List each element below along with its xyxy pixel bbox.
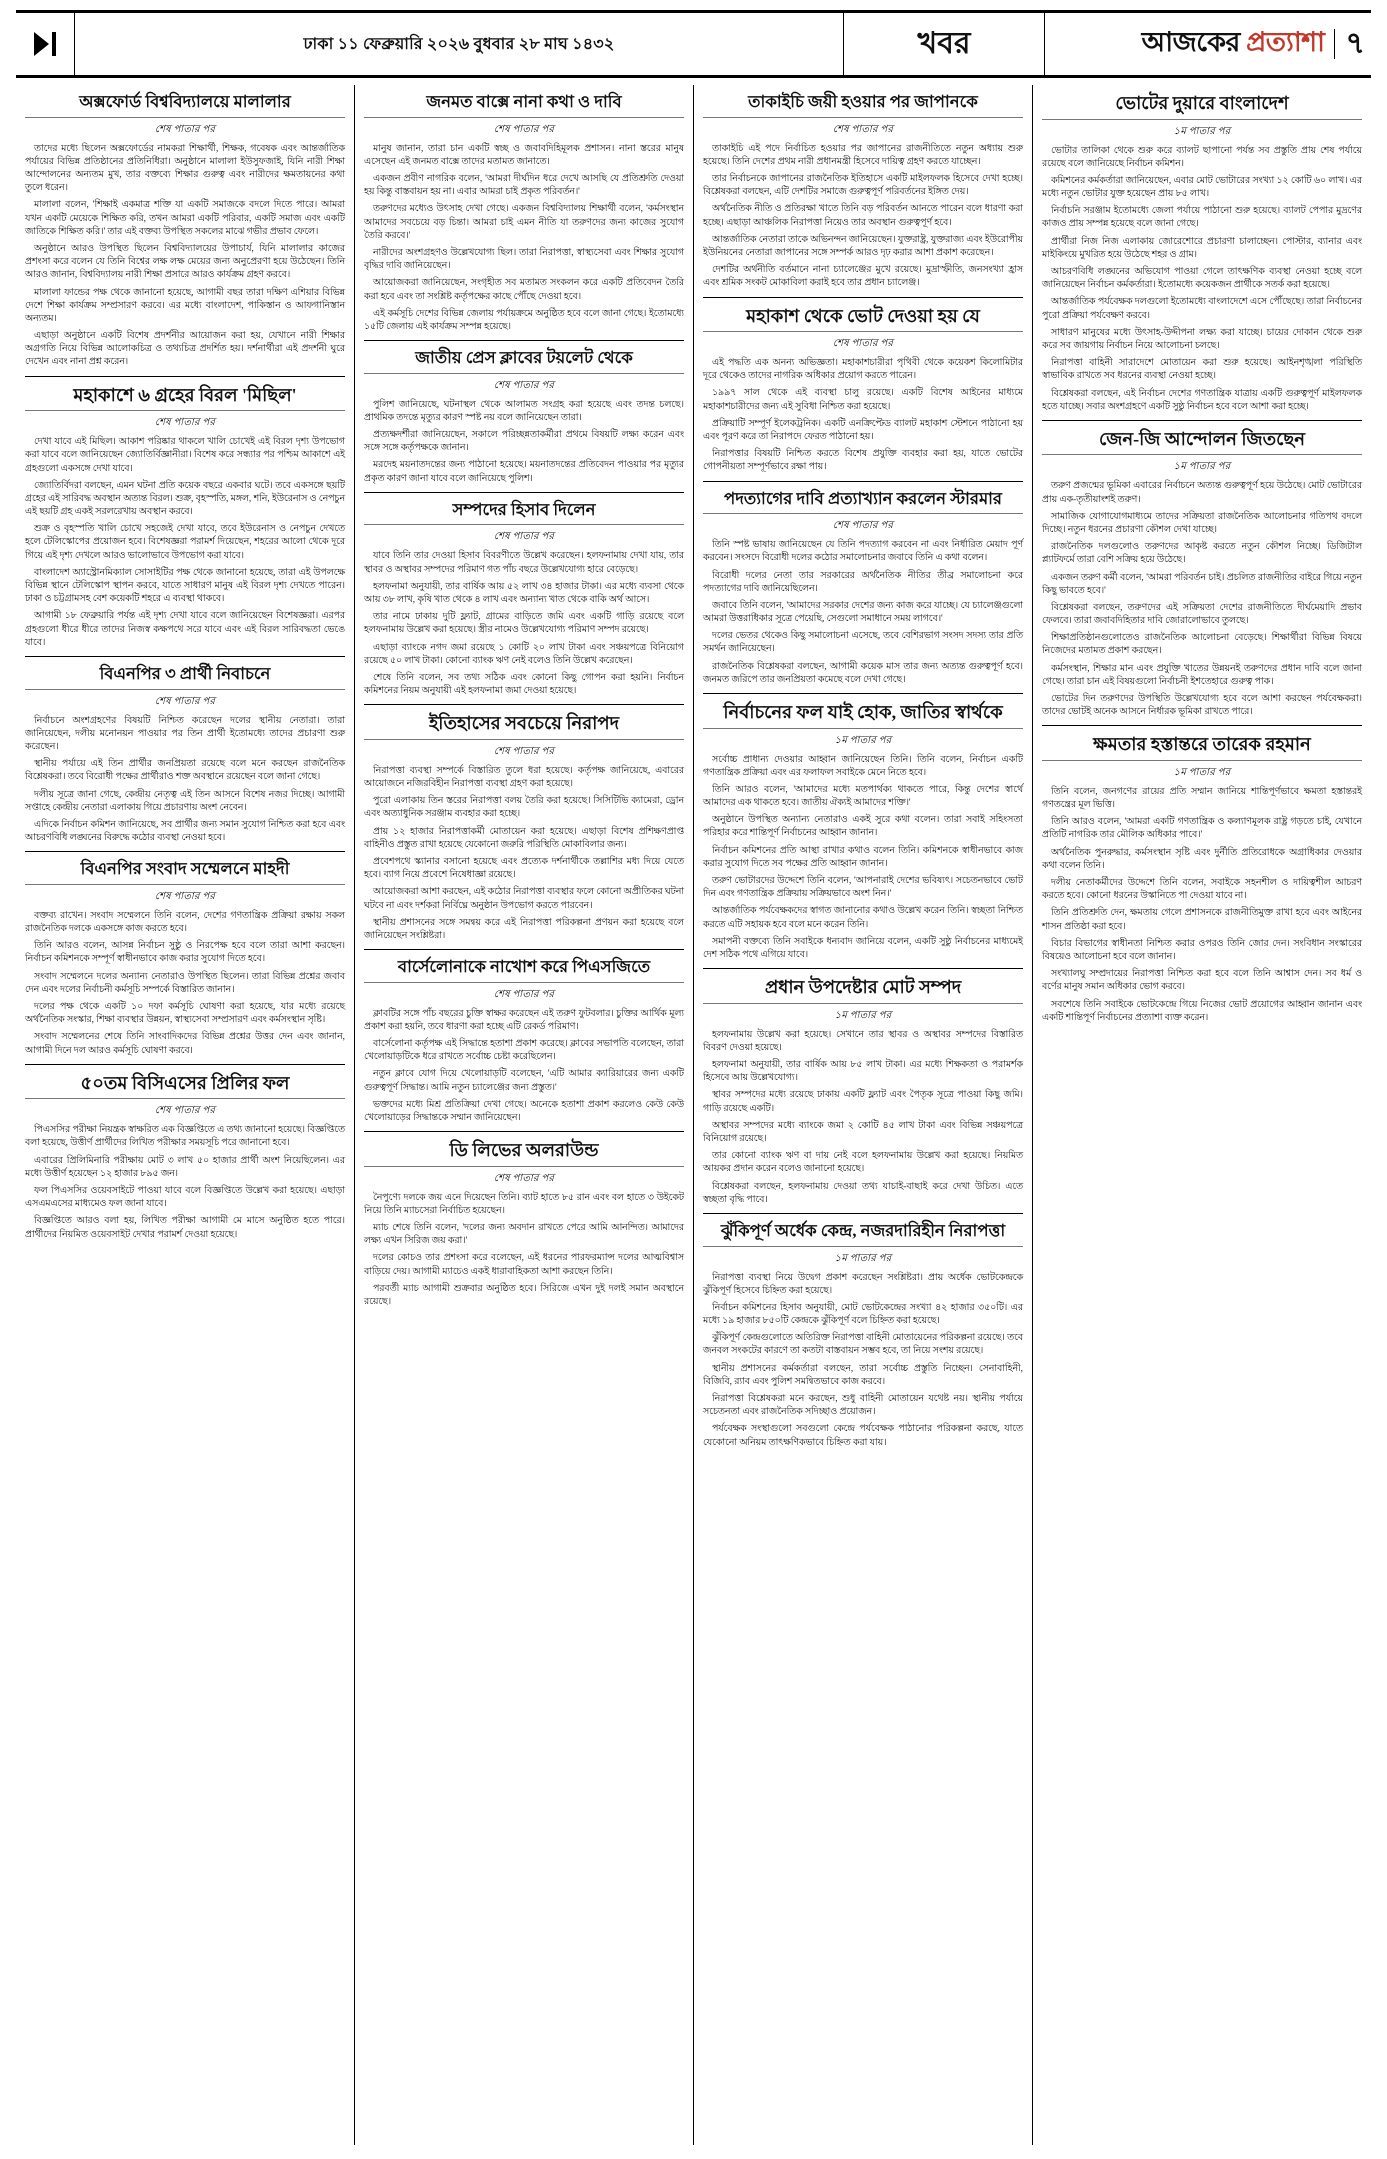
divider bbox=[364, 982, 684, 983]
paragraph: দেখা যাবে এই মিছিল। আকাশ পরিষ্কার থাকলে খালি চোখেই এই বিরল দৃশ্য উপভোগ করা যাবে বলে জানিয়েছেন জ্যোতির্বিজ্ঞানীরা। বিশেষ করে সন্ধ্যার পর পশ্চিম আকাশে এই গ্রহগুলো একসঙ্গে দেখা যাবে। bbox=[25, 437, 345, 474]
paragraph: ভোটার তালিকা থেকে শুরু করে ব্যালট ছাপানো পর্যন্ত সব প্রস্তুতি প্রায় শেষ পর্যায়ে রয়েছে বলে জানিয়েছে নির্বাচন কমিশন। bbox=[1042, 145, 1362, 169]
article bbox=[703, 973, 1023, 1207]
divider bbox=[703, 1003, 1023, 1004]
article bbox=[25, 856, 345, 1058]
paragraph: ১৯৯৭ সাল থেকে এই ব্যবস্থা চালু রয়েছে। একটি বিশেষ আইনের মাধ্যমে মহাকাশচারীদের জন্য এই সুবিধা নিশ্চিত করা হয়েছে। bbox=[703, 388, 1023, 412]
article bbox=[25, 1069, 345, 1242]
paragraph: নিরাপত্তা বিশ্লেষকরা মনে করছেন, শুধু বাহিনী মোতায়েন যথেষ্ট নয়। স্থানীয় পর্যায়ে সচেতনতা এবং রাজনৈতিক সদিচ্ছাও প্রয়োজন। bbox=[703, 1394, 1023, 1418]
paragraph: তিনি আরও বলেন, আসন্ন নির্বাচন সুষ্ঠু ও নিরপেক্ষ হবে বলে তারা আশা করছেন। নির্বাচন কমিশনকে সম্পূর্ণ স্বাধীনভাবে কাজ করার সুযোগ দিতে হবে। bbox=[25, 941, 345, 965]
divider bbox=[25, 851, 345, 852]
section-title-box bbox=[843, 13, 1045, 75]
article-body bbox=[1042, 480, 1362, 719]
paragraph: শিক্ষাপ্রতিষ্ঠানগুলোতেও রাজনৈতিক আলোচনা বেড়েছে। শিক্ষার্থীরা বিভিন্ন বিষয়ে নিজেদের মতামত প্রকাশ করছেন। bbox=[1042, 633, 1362, 657]
article-headline: জেন-জি আন্দোলন জিতছেন bbox=[1098, 428, 1306, 449]
column-2 bbox=[354, 85, 693, 2145]
article-body bbox=[703, 1029, 1023, 1207]
paragraph: নিরাপত্তার বিষয়টি নিশ্চিত করতে বিশেষ প্রযুক্তি ব্যবহার করা হয়, যাতে ভোটের গোপনীয়তা সম্পূর্ণভাবে রক্ষা পায়। bbox=[703, 449, 1023, 473]
paragraph: সংখ্যালঘু সম্প্রদায়ের নিরাপত্তা নিশ্চিত করা হবে বলে তিনি আশ্বাস দেন। সব ধর্ম ও বর্ণের মানুষ সমান অধিকার ভোগ করবে। bbox=[1042, 969, 1362, 993]
divider bbox=[703, 481, 1023, 482]
paragraph: দেশটির অর্থনীতি বর্তমানে নানা চ্যালেঞ্জের মুখে রয়েছে। মুদ্রাস্ফীতি, জনসংখ্যা হ্রাস এবং শ্রমিক সংকট মোকাবিলা করাই হবে তার প্রধান চ্যালেঞ্জ। bbox=[703, 265, 1023, 289]
article-body bbox=[364, 399, 684, 486]
article-jump-note: শেষ পাতার পর bbox=[832, 338, 894, 349]
article bbox=[703, 1218, 1023, 1450]
article-jump-note: শেষ পাতার পর bbox=[832, 520, 894, 532]
article-body bbox=[25, 910, 345, 1058]
divider bbox=[703, 331, 1023, 332]
article-jump-note: শেষ পাতার পর bbox=[832, 123, 894, 135]
paragraph: অর্থনৈতিক পুনরুদ্ধার, কর্মসংস্থান সৃষ্টি এবং দুর্নীতি প্রতিরোধকে অগ্রাধিকার দেওয়ার কথা বলেন তিনি। bbox=[1042, 847, 1362, 871]
article-jump-note: শেষ পাতার পর bbox=[154, 1105, 216, 1117]
divider bbox=[703, 1246, 1023, 1247]
article-body bbox=[1042, 786, 1362, 1025]
paragraph: তিনি আরও বলেন, 'আমাদের মধ্যে মতপার্থক্য থাকতে পারে, কিন্তু দেশের স্বার্থে আমাদের এক থাকতে হবে। জাতীয় ঐক্যই আমাদের শক্তি।' bbox=[703, 784, 1023, 809]
article bbox=[364, 1136, 684, 1309]
section-title: খবর bbox=[917, 26, 971, 60]
paragraph: বাংলাদেশ অ্যাস্ট্রোনমিক্যাল সোসাইটির পক্ষ থেকে জানানো হয়েছে, তারা এই উপলক্ষে বিভিন্ন স্থানে টেলিস্কোপ স্থাপন করবে, যাতে সাধারণ মানুষ এই বিরল দৃশ্য দেখতে পারেন। ঢাকা ও চট্টগ্রামসহ বেশ কয়েকটি শহরে এ ব্যবস্থা থাকবে। bbox=[25, 567, 345, 605]
article-jump-note: শেষ পাতার পর bbox=[493, 1172, 555, 1184]
article-headline: তাকাইচি জয়ী হওয়ার পর জাপানকে bbox=[748, 92, 978, 111]
column-3 bbox=[693, 85, 1032, 2145]
article-headline: ক্ষমতার হস্তান্তরে তারেক রহমান bbox=[1093, 734, 1311, 755]
brand-name-part2: প্রত্যাশা bbox=[1246, 26, 1325, 57]
paragraph: নিরাপত্তা ব্যবস্থা নিয়ে উদ্বেগ প্রকাশ করেছেন সংশ্লিষ্টরা। প্রায় অর্ধেক ভোটকেন্দ্রকে ঝুঁকিপূর্ণ হিসেবে চিহ্নিত করা হয়েছে। bbox=[703, 1272, 1023, 1296]
article-headline: বিএনপির সংবাদ সম্মেলনে মাহদী bbox=[80, 859, 290, 879]
paragraph: তার নির্বাচনকে জাপানের রাজনৈতিক ইতিহাসে একটি মাইলফলক হিসেবে দেখা হচ্ছে। বিশ্লেষকরা বলছেন, এটি দেশটির সমাজে গুরুত্বপূর্ণ পরিবর্তনের ইঙ্গিত দেয়। bbox=[703, 174, 1023, 198]
masthead-date: ঢাকা ১১ ফেব্রুয়ারি ২০২৬ বুধবার ২৮ মাঘ ১৪৩২ bbox=[303, 35, 615, 53]
divider bbox=[703, 693, 1023, 694]
paragraph: বিরোধী দলের নেতা তার সরকারের অর্থনৈতিক নীতির তীব্র সমালোচনা করে পদত্যাগের দাবি জানিয়েছিলেন। bbox=[703, 570, 1023, 594]
article bbox=[364, 89, 684, 334]
paragraph: পুলিশ জানিয়েছে, ঘটনাস্থল থেকে আলামত সংগ্রহ করা হয়েছে এবং তদন্ত চলছে। প্রাথমিক তদন্তে মৃত্যুর কারণ স্পষ্ট নয় বলে জানিয়েছেন তারা। bbox=[364, 399, 684, 423]
article-headline: প্রধান উপদেষ্টার মোট সম্পদ bbox=[764, 977, 962, 998]
paragraph: আচরণবিধি লঙ্ঘনের অভিযোগ পাওয়া গেলে তাৎক্ষণিক ব্যবস্থা নেওয়া হচ্ছে বলে জানিয়েছেন নির্বাচন কর্মকর্তারা। ইতোমধ্যে কয়েকজন প্রার্থীকে সতর্ক করা হয়েছে। bbox=[1042, 267, 1362, 291]
paragraph: তরুণদের মধ্যেও উৎসাহ দেখা গেছে। একজন বিশ্ববিদ্যালয় শিক্ষার্থী বলেন, 'কর্মসংস্থান আমাদের সবচেয়ে বড় চিন্তা। আমরা চাই এমন নীতি যা তরুণদের জন্য কাজের সুযোগ তৈরি করবে।' bbox=[364, 204, 684, 241]
paragraph: একজন প্রবীণ নাগরিক বলেন, 'আমরা দীর্ঘদিন ধরে দেখে আসছি যে প্রতিশ্রুতি দেওয়া হয় কিন্তু বাস্তবায়ন হয় না। এবার আমরা চাই প্রকৃত পরিবর্তন।' bbox=[364, 174, 684, 198]
article-headline: ভোটের দুয়ারে বাংলাদেশ bbox=[1115, 93, 1289, 113]
paragraph: অস্থাবর সম্পদের মধ্যে ব্যাংকে জমা ২ কোটি ৪৫ লাখ টাকা এবং বিভিন্ন সঞ্চয়পত্রে বিনিয়োগ রয়েছে। bbox=[703, 1120, 1023, 1144]
paragraph: বিশ্লেষকরা বলছেন, তরুণদের এই সক্রিয়তা দেশের রাজনীতিতে দীর্ঘমেয়াদি প্রভাব ফেলবে। তারা জবাবদিহিতার দাবি জোরালোভাবে তুলছে। bbox=[1042, 602, 1362, 627]
article-body bbox=[25, 715, 345, 846]
divider bbox=[364, 524, 684, 525]
paragraph: জ্যোতির্বিদরা বলছেন, এমন ঘটনা প্রতি কয়েক বছরে একবার ঘটে। তবে একসঙ্গে ছয়টি গ্রহের এই সারিবদ্ধ অবস্থান অত্যন্ত বিরল। শুক্র, বৃহস্পতি, মঙ্গল, শনি, ইউরেনাস ও নেপচুন এই ছয়টি গ্রহ একই সরলরেখায় অবস্থান করবে। bbox=[25, 480, 345, 518]
article-headline: অক্সফোর্ড বিশ্ববিদ্যালয়ে মালালার bbox=[79, 92, 291, 111]
paragraph: সামাজিক যোগাযোগমাধ্যমে তাদের সক্রিয়তা রাজনৈতিক আলোচনার গতিপথ বদলে দিচ্ছে। নতুন ধরনের প্রচারণা কৌশল দেখা যাচ্ছে। bbox=[1042, 511, 1362, 535]
divider bbox=[364, 492, 684, 493]
paragraph: সর্বোচ্চ প্রাধান্য দেওয়ার আহ্বান জানিয়েছেন তিনি। তিনি বলেন, নির্বাচন একটি গণতান্ত্রিক প্রক্রিয়া এবং এর ফলাফল সবাইকে মেনে নিতে হবে। bbox=[703, 754, 1023, 778]
article-headline: ডি লিভের অলরাউন্ড bbox=[449, 1140, 599, 1161]
paragraph: কমিশনের কর্মকর্তারা জানিয়েছেন, এবার মোট ভোটারের সংখ্যা ১২ কোটি ৬০ লাখ। এর মধ্যে নতুন ভোটার যুক্ত হয়েছেন প্রায় ৮৫ লাখ। bbox=[1042, 175, 1362, 200]
paragraph: আয়োজকরা আশা করছেন, এই কঠোর নিরাপত্তা ব্যবস্থার ফলে কোনো অপ্রীতিকর ঘটনা ঘটবে না এবং দর্শকরা নির্বিঘ্নে অনুষ্ঠান উপভোগ করতে পারবেন। bbox=[364, 887, 684, 911]
paragraph: তিনি স্পষ্ট ভাষায় জানিয়েছেন যে তিনি পদত্যাগ করবেন না এবং নির্ধারিত মেয়াদ পূর্ণ করবেন। সংসদে বিরোধী দলের কঠোর সমালোচনার জবাবে তিনি এ কথা বলেন। bbox=[703, 540, 1023, 564]
paragraph: নির্বাচন কমিশনের হিসাব অনুযায়ী, মোট ভোটকেন্দ্রের সংখ্যা ৪২ হাজার ৩৫০টি। এর মধ্যে ১৯ হাজার ৮৫০টি কেন্দ্রকে ঝুঁকিপূর্ণ বলে চিহ্নিত করা হয়েছে। bbox=[703, 1302, 1023, 1327]
paragraph: তিনি প্রতিশ্রুতি দেন, ক্ষমতায় গেলে প্রশাসনকে রাজনীতিমুক্ত রাখা হবে এবং আইনের শাসন প্রতিষ্ঠা করা হবে। bbox=[1042, 908, 1362, 932]
divider bbox=[364, 117, 684, 118]
paragraph: প্রক্রিয়াটি সম্পূর্ণ ইলেকট্রনিক। একটি এনক্রিপ্টেড ব্যালট মহাকাশ স্টেশনে পাঠানো হয় এবং পূরণ করে তা নিরাপদে ফেরত পাঠানো হয়। bbox=[703, 418, 1023, 442]
article bbox=[1042, 425, 1362, 720]
paragraph: আয়োজকরা জানিয়েছেন, সংগৃহীত সব মতামত সংকলন করে একটি প্রতিবেদন তৈরি করা হবে এবং তা সংশ্লিষ্ট কর্তৃপক্ষের কাছে পৌঁছে দেওয়া হবে। bbox=[364, 278, 684, 302]
masthead-brand-area bbox=[1045, 13, 1371, 75]
article-body bbox=[703, 357, 1023, 475]
article-jump-note: ১ম পাতার পর bbox=[1173, 125, 1231, 137]
divider bbox=[25, 689, 345, 690]
divider bbox=[25, 117, 345, 118]
article-body bbox=[364, 550, 684, 698]
paragraph: হলফনামা অনুযায়ী, তার বার্ষিক আয় ৮৫ লাখ টাকা। এর মধ্যে শিক্ষকতা ও পরামর্শক হিসেবে আয় উল্লেখযোগ্য। bbox=[703, 1060, 1023, 1084]
column-1 bbox=[16, 85, 354, 2145]
paragraph: শুক্র ও বৃহস্পতি খালি চোখে সহজেই দেখা যাবে, তবে ইউরেনাস ও নেপচুন দেখতে হলে টেলিস্কোপের প্রয়োজন হবে। বিশেষজ্ঞরা পরামর্শ দিয়েছেন, শহরের আলো থেকে দূরে গিয়ে এই দৃশ্য দেখলে আরও ভালোভাবে উপভোগ করা যাবে। bbox=[25, 524, 345, 561]
divider bbox=[703, 728, 1023, 729]
article-headline: নির্বাচনের ফল যাই হোক, জাতির স্বার্থকে bbox=[723, 702, 1003, 722]
paragraph: রাজনৈতিক দলগুলোও তরুণদের আকৃষ্ট করতে নতুন কৌশল নিচ্ছে। ডিজিটাল প্ল্যাটফর্মে তারা বেশি সক্রিয় হয়ে উঠেছে। bbox=[1042, 542, 1362, 566]
paragraph: সাধারণ মানুষের মধ্যে উৎসাহ-উদ্দীপনা লক্ষ্য করা যাচ্ছে। চায়ের দোকান থেকে শুরু করে সব জায়গায় নির্বাচন নিয়ে আলোচনা চলছে। bbox=[1042, 327, 1362, 351]
paragraph: তার নামে ঢাকায় দুটি ফ্ল্যাট, গ্রামের বাড়িতে জমি এবং একটি গাড়ি রয়েছে বলে হলফনামায় উল্লেখ করা হয়েছে। স্ত্রীর নামেও উল্লেখযোগ্য পরিমাণ সম্পদ রয়েছে। bbox=[364, 612, 684, 636]
article bbox=[364, 345, 684, 486]
article bbox=[703, 89, 1023, 291]
article-columns bbox=[16, 85, 1371, 2145]
divider bbox=[25, 1064, 345, 1065]
paragraph: মালালা বলেন, 'শিক্ষাই একমাত্র শক্তি যা একটি সমাজকে বদলে দিতে পারে। আমরা যখন একটি মেয়েকে শিক্ষিত করি, তখন আমরা একটি পরিবার, একটি সমাজ এবং একটি জাতিকে শিক্ষিত করি।' তার এই বক্তব্য উপস্থিত সকলের মাঝে গভীর প্রভাব ফেলে। bbox=[25, 200, 345, 237]
paragraph: শেষে তিনি বলেন, সব তথ্য সঠিক এবং কোনো কিছু গোপন করা হয়নি। নির্বাচন কমিশনের নিয়ম অনুযায়ী এই হলফনামা জমা দেওয়া হয়েছে। bbox=[364, 672, 684, 697]
article-headline: ঝুঁকিপূর্ণ অর্ধেক কেন্দ্র, নজরদারিহীন নিরাপত্তা bbox=[720, 1220, 1006, 1240]
divider bbox=[1042, 760, 1362, 761]
page-number: ৭ bbox=[1334, 29, 1365, 59]
article bbox=[25, 661, 345, 845]
paragraph: একজন তরুণ কর্মী বলেন, 'আমরা পরিবর্তন চাই। প্রচলিত রাজনীতির বাইরে গিয়ে নতুন কিছু ভাবতে হবে।' bbox=[1042, 572, 1362, 596]
divider bbox=[703, 297, 1023, 298]
paragraph: পিএসসির পরীক্ষা নিয়ন্ত্রক স্বাক্ষরিত এক বিজ্ঞপ্তিতে এ তথ্য জানানো হয়েছে। বিজ্ঞপ্তিতে বলা হয়েছে, উত্তীর্ণ প্রার্থীদের লিখিত পরীক্ষার সময়সূচি পরে জানানো হবে। bbox=[25, 1125, 345, 1149]
article bbox=[703, 698, 1023, 962]
article-headline: ইতিহাসের সবচেয়ে নিরাপদ bbox=[428, 713, 620, 734]
article-headline: মহাকাশে ৬ গ্রহের বিরল 'মিছিল' bbox=[73, 384, 297, 405]
brand-name-part1: আজকের bbox=[1141, 26, 1240, 57]
divider bbox=[1042, 119, 1362, 120]
column-4 bbox=[1032, 85, 1371, 2145]
paragraph: প্রায় ১২ হাজার নিরাপত্তাকর্মী মোতায়েন করা হয়েছে। এছাড়া বিশেষ প্রশিক্ষণপ্রাপ্ত বাহিনীও প্রস্তুত রাখা হয়েছে যেকোনো জরুরি পরিস্থিতি মোকাবিলার জন্য। bbox=[364, 826, 684, 850]
divider bbox=[703, 1213, 1023, 1214]
article bbox=[703, 486, 1023, 688]
paragraph: বিশ্লেষকরা বলছেন, হলফনামায় দেওয়া তথ্য যাচাই-বাছাই করে দেখা উচিত। এতে স্বচ্ছতা বৃদ্ধি পাবে। bbox=[703, 1181, 1023, 1205]
paragraph: যাবে তিনি তার দেওয়া হিসাব বিবরণীতে উল্লেখ করেছেন। হলফনামায় দেখা যায়, তার স্থাবর ও অস্থাবর সম্পদের পরিমাণ গত পাঁচ বছরে উল্লেখযোগ্য হারে বেড়েছে। bbox=[364, 551, 684, 575]
article-jump-note: ১ম পাতার পর bbox=[834, 1252, 892, 1264]
paragraph: মালালা ফান্ডের পক্ষ থেকে জানানো হয়েছে, আগামী বছর তারা দক্ষিণ এশিয়ার বিভিন্ন দেশে শিক্ষা কার্যক্রম সম্প্রসারণ করবে। এর মধ্যে বাংলাদেশ, পাকিস্তান ও আফগানিস্তান অন্যতম। bbox=[25, 287, 345, 324]
article-body bbox=[364, 143, 684, 334]
article-jump-note: শেষ পাতার পর bbox=[493, 531, 555, 543]
masthead-logo-mark bbox=[16, 13, 75, 75]
paragraph: প্রার্থীরা নিজ নিজ এলাকায় জোরেশোরে প্রচারণা চালাচ্ছেন। পোস্টার, ব্যানার এবং মাইকিংয়ে মুখরিত হয়ে উঠেছে শহর ও গ্রাম। bbox=[1042, 236, 1362, 260]
article bbox=[364, 954, 684, 1125]
article-headline: জাতীয় প্রেস ক্লাবের টয়লেট থেকে bbox=[415, 348, 633, 368]
paragraph: ঝুঁকিপূর্ণ কেন্দ্রগুলোতে অতিরিক্ত নিরাপত্তা বাহিনী মোতায়েনের পরিকল্পনা রয়েছে। তবে জনবল সংকটের কারণে তা কতটা বাস্তবায়ন সম্ভব হবে, তা নিয়ে সংশয় রয়েছে। bbox=[703, 1333, 1023, 1357]
divider bbox=[364, 1166, 684, 1167]
paragraph: কর্মসংস্থান, শিক্ষার মান এবং প্রযুক্তি খাতের উন্নয়নই তরুণদের প্রধান দাবি বলে জানা গেছে। তারা চান এই বিষয়গুলো নির্বাচনী ইশতেহারে গুরুত্ব পাক। bbox=[1042, 663, 1362, 687]
divider bbox=[364, 949, 684, 950]
article bbox=[25, 381, 345, 650]
paragraph: বিজ্ঞপ্তিতে আরও বলা হয়, লিখিত পরীক্ষা আগামী মে মাসে অনুষ্ঠিত হতে পারে। প্রার্থীদের নিয়মিত ওয়েবসাইট দেখার পরামর্শ দেওয়া হয়েছে। bbox=[25, 1216, 345, 1240]
paragraph: মরদেহ ময়নাতদন্তের জন্য পাঠানো হয়েছে। ময়নাতদন্তের প্রতিবেদন পাওয়ার পর মৃত্যুর প্রকৃত কারণ জানা যাবে বলে জানিয়েছে পুলিশ। bbox=[364, 460, 684, 484]
article-body bbox=[703, 539, 1023, 687]
article-jump-note: ১ম পাতার পর bbox=[1173, 766, 1231, 778]
paragraph: এই পদ্ধতি এক অনন্য অভিজ্ঞতা। মহাকাশচারীরা পৃথিবী থেকে কয়েকশ কিলোমিটার দূরে থেকেও তাদের নাগরিক অধিকার প্রয়োগ করতে পারেন। bbox=[703, 358, 1023, 382]
article-jump-note: ১ম পাতার পর bbox=[834, 1009, 892, 1021]
paragraph: অর্থনৈতিক নীতি ও প্রতিরক্ষা খাতে তিনি বড় পরিবর্তন আনতে পারেন বলে ধারণা করা হচ্ছে। এছাড়া আঞ্চলিক নিরাপত্তা নিয়েও তার অবস্থান গুরুত্বপূর্ণ হবে। bbox=[703, 204, 1023, 228]
paragraph: নিরাপত্তা ব্যবস্থা সম্পর্কে বিস্তারিত তুলে ধরা হয়েছে। কর্তৃপক্ষ জানিয়েছে, এবারের আয়োজনে নজিরবিহীন নিরাপত্তা ব্যবস্থা গ্রহণ করা হয়েছে। bbox=[364, 765, 684, 789]
divider bbox=[25, 884, 345, 885]
article-headline: মহাকাশ থেকে ভোট দেওয়া হয় যে bbox=[746, 305, 980, 326]
article-body bbox=[703, 1272, 1023, 1450]
article-body bbox=[25, 1124, 345, 1242]
divider bbox=[364, 340, 684, 341]
paragraph: দলের কোচও তার প্রশংসা করে বলেছেন, এই ধরনের পারফরম্যান্স দলের আত্মবিশ্বাস বাড়িয়ে দেয়। আগামী ম্যাচেও একই ধারাবাহিকতা আশা করছেন তিনি। bbox=[364, 1253, 684, 1277]
paragraph: নির্বাচনে অংশগ্রহণের বিষয়টি নিশ্চিত করেছেন দলের স্থানীয় নেতারা। তারা জানিয়েছেন, দলীয় মনোনয়ন পাওয়ার পর তিন প্রার্থী ইতোমধ্যে তাদের প্রচারণা শুরু করেছেন। bbox=[25, 715, 345, 752]
paragraph: মানুষ জানান, তারা চান একটি স্বচ্ছ ও জবাবদিহিমূলক প্রশাসন। নানা স্তরের মানুষ এসেছেন এই জনমত বাক্সে তাদের মতামত জানাতে। bbox=[364, 143, 684, 167]
paragraph: স্থানীয় প্রশাসনের সঙ্গে সমন্বয় করে এই নিরাপত্তা পরিকল্পনা প্রণয়ন করা হয়েছে বলে জানিয়েছেন সংশ্লিষ্টরা। bbox=[364, 917, 684, 941]
article-body bbox=[364, 1008, 684, 1126]
paragraph: নারীদের অংশগ্রহণও উল্লেখযোগ্য ছিল। তারা নিরাপত্তা, স্বাস্থ্যসেবা এবং শিক্ষার সুযোগ বৃদ্ধির দাবি জানিয়েছেন। bbox=[364, 247, 684, 272]
article-body bbox=[25, 436, 345, 650]
paragraph: অনুষ্ঠানে আরও উপস্থিত ছিলেন বিশ্ববিদ্যালয়ের উপাচার্য, যিনি মালালার কাজের প্রশংসা করে বলেন যে তিনি বিশ্বের লক্ষ লক্ষ মেয়ের জন্য অনুপ্রেরণা হয়ে উঠেছেন। তিনি আরও জানান, বিশ্ববিদ্যালয় নারী শিক্ষা প্রসারে আরও কার্যক্রম গ্রহণ করবে। bbox=[25, 243, 345, 281]
paragraph: এছাড়া ব্যাংকে নগদ জমা রয়েছে ১ কোটি ২০ লাখ টাকা এবং সঞ্চয়পত্রে বিনিয়োগ রয়েছে ৫০ লাখ টাকা। কোনো ব্যাংক ঋণ নেই বলেও তিনি উল্লেখ করেছেন। bbox=[364, 642, 684, 666]
article-jump-note: শেষ পাতার পর bbox=[154, 123, 216, 135]
paragraph: বার্সেলোনা কর্তৃপক্ষ এই সিদ্ধান্তে হতাশা প্রকাশ করেছে। ক্লাবের সভাপতি বলেছেন, তারা খেলোয়াড়টিকে ধরে রাখতে সর্বোচ্চ চেষ্টা করেছিলেন। bbox=[364, 1039, 684, 1063]
article-headline: বার্সেলোনাকে নাখোশ করে পিএসজিতে bbox=[397, 957, 651, 977]
paragraph: নিরাপত্তা বাহিনী সারাদেশে মোতায়েন করা শুরু হয়েছে। আইনশৃঙ্খলা পরিস্থিতি স্বাভাবিক রাখতে সব ধরনের ব্যবস্থা নেওয়া হচ্ছে। bbox=[1042, 358, 1362, 382]
paragraph: স্থানীয় পর্যায়ে এই তিন প্রার্থীর জনপ্রিয়তা রয়েছে বলে মনে করছেন রাজনৈতিক বিশ্লেষকরা। তবে বিরোধী পক্ষের প্রার্থীরাও শক্ত অবস্থানে রয়েছেন বলে জানা গেছে। bbox=[25, 759, 345, 783]
paragraph: হলফনামা অনুযায়ী, তার বার্ষিক আয় ৫২ লাখ ৩৪ হাজার টাকা। এর মধ্যে ব্যবসা থেকে আয় ৩৮ লাখ, কৃষি খাত থেকে ৪ লাখ এবং অন্যান্য খাত থেকে বাকি অর্থ আসে। bbox=[364, 581, 684, 605]
paragraph: হলফনামায় উল্লেখ করা হয়েছে। সেখানে তার স্থাবর ও অস্থাবর সম্পদের বিস্তারিত বিবরণ দেওয়া হয়েছে। bbox=[703, 1029, 1023, 1053]
paragraph: সংবাদ সম্মেলনের শেষে তিনি সাংবাদিকদের বিভিন্ন প্রশ্নের উত্তর দেন এবং জানান, আগামী দিনে দল আরও কর্মসূচি ঘোষণা করবে। bbox=[25, 1032, 345, 1056]
paragraph: সংবাদ সম্মেলনে দলের অন্যান্য নেতারাও উপস্থিত ছিলেন। তারা বিভিন্ন প্রশ্নের জবাব দেন এবং দলের নির্বাচনী কর্মসূচি সম্পর্কে বিস্তারিত জানান। bbox=[25, 971, 345, 995]
paragraph: আন্তর্জাতিক নেতারা তাকে অভিনন্দন জানিয়েছেন। যুক্তরাষ্ট্র, যুক্তরাজ্য এবং ইউরোপীয় ইউনিয়নের নেতারা জাপানের সঙ্গে সম্পর্ক আরও দৃঢ় করার আশা প্রকাশ করেছেন। bbox=[703, 234, 1023, 258]
paragraph: নির্বাচনি সরঞ্জাম ইতোমধ্যে জেলা পর্যায়ে পাঠানো শুরু হয়েছে। ব্যালট পেপার মুদ্রণের কাজও প্রায় সম্পন্ন হয়েছে বলে জানা গেছে। bbox=[1042, 206, 1362, 230]
paragraph: পুরো এলাকায় তিন স্তরের নিরাপত্তা বলয় তৈরি করা হয়েছে। সিসিটিভি ক্যামেরা, ড্রোন এবং অত্যাধুনিক সরঞ্জাম ব্যবহার করা হচ্ছে। bbox=[364, 796, 684, 820]
paragraph: অনুষ্ঠানে উপস্থিত অন্যান্য নেতারাও একই সুরে কথা বলেন। তারা সবাই সহিংসতা পরিহার করে শান্তিপূর্ণ নির্বাচনের আহ্বান জানান। bbox=[703, 815, 1023, 839]
article-headline: বিএনপির ৩ প্রার্থী নিবাচনে bbox=[99, 663, 271, 683]
paragraph: দলীয় নেতাকর্মীদের উদ্দেশে তিনি বলেন, সবাইকে সহনশীল ও দায়িত্বশীল আচরণ করতে হবে। কোনো ধরনের উস্কানিতে পা দেওয়া যাবে না। bbox=[1042, 878, 1362, 902]
divider bbox=[25, 410, 345, 411]
paragraph: বিচার বিভাগের স্বাধীনতা নিশ্চিত করার ওপরও তিনি জোর দেন। সংবিধান সংস্কারের বিষয়েও আলোচনা হবে বলে জানান। bbox=[1042, 938, 1362, 962]
article-body bbox=[703, 143, 1023, 291]
article bbox=[25, 89, 345, 370]
article-body bbox=[25, 143, 345, 370]
paragraph: তাকাইচি এই পদে নির্বাচিত হওয়ার পর জাপানের রাজনীতিতে নতুন অধ্যায় শুরু হয়েছে। তিনি দেশের প্রথম নারী প্রধানমন্ত্রী হিসেবে দায়িত্ব গ্রহণ করতে যাচ্ছেন। bbox=[703, 143, 1023, 167]
paragraph: নৈপুণ্যে দলকে জয় এনে দিয়েছেন তিনি। ব্যাট হাতে ৮৫ রান এবং বল হাতে ৩ উইকেট নিয়ে তিনি ম্যাচসেরা নির্বাচিত হয়েছেন। bbox=[364, 1192, 684, 1216]
article-jump-note: শেষ পাতার পর bbox=[154, 417, 216, 429]
article bbox=[364, 497, 684, 699]
divider bbox=[364, 373, 684, 374]
paragraph: জবাবে তিনি বলেন, 'আমাদের সরকার দেশের জন্য কাজ করে যাচ্ছে। যে চ্যালেঞ্জগুলো আমরা উত্তরাধিকার সূত্রে পেয়েছি, সেগুলো সমাধানে সময় লাগবে।' bbox=[703, 600, 1023, 625]
paragraph: স্থানীয় প্রশাসনের কর্মকর্তারা বলছেন, তারা সর্বোচ্চ প্রস্তুতি নিচ্ছেন। সেনাবাহিনী, বিজিবি, র‍্যাব এবং পুলিশ সমন্বিতভাবে কাজ করবে। bbox=[703, 1363, 1023, 1387]
article-headline: পদত্যাগের দাবি প্রত্যাখ্যান করলেন স্টারমার bbox=[724, 488, 1002, 508]
paragraph: ফল পিএসসির ওয়েবসাইটে পাওয়া যাবে বলে বিজ্ঞপ্তিতে উল্লেখ করা হয়েছে। এছাড়া এসএমএসের মাধ্যমেও ফল জানা যাবে। bbox=[25, 1186, 345, 1210]
divider bbox=[1042, 420, 1362, 421]
paragraph: সবশেষে তিনি সবাইকে ভোটকেন্দ্রে গিয়ে নিজের ভোট প্রয়োগের আহ্বান জানান এবং একটি শান্তিপূর্ণ নির্বাচনের প্রত্যাশা ব্যক্ত করেন। bbox=[1042, 999, 1362, 1023]
brand-logo bbox=[1142, 22, 1325, 67]
divider bbox=[25, 656, 345, 657]
article-body bbox=[364, 765, 684, 943]
paragraph: এই কর্মসূচি দেশের বিভিন্ন জেলায় পর্যায়ক্রমে অনুষ্ঠিত হবে বলে জানা গেছে। ইতোমধ্যে ১৫টি জেলায় এই কার্যক্রম সম্পন্ন হয়েছে। bbox=[364, 308, 684, 332]
paragraph: সমাপনী বক্তব্যে তিনি সবাইকে ধন্যবাদ জানিয়ে বলেন, একটি সুষ্ঠু নির্বাচনের মাধ্যমেই দেশ সঠিক পথে এগিয়ে যাবে। bbox=[703, 936, 1023, 960]
paragraph: এদিকে নির্বাচন কমিশন জানিয়েছে, সব প্রার্থীর জন্য সমান সুযোগ নিশ্চিত করা হবে এবং আচরণবিধি লঙ্ঘনের বিরুদ্ধে কঠোর ব্যবস্থা নেওয়া হবে। bbox=[25, 819, 345, 844]
paragraph: এছাড়া অনুষ্ঠানে একটি বিশেষ প্রদর্শনীর আয়োজন করা হয়, যেখানে নারী শিক্ষার অগ্রগতি নিয়ে বিভিন্ন আলোকচিত্র ও তথ্যচিত্র প্রদর্শিত হয়। দর্শনার্থীরা এই প্রদর্শনী ঘুরে দেখেন এবং নানা প্রশ্ন করেন। bbox=[25, 331, 345, 368]
paragraph: এবারের প্রিলিমিনারি পরীক্ষায় মোট ৩ লাখ ৫০ হাজার প্রার্থী অংশ নিয়েছিলেন। এর মধ্যে উত্তীর্ণ হয়েছেন ১২ হাজার ৮৯৫ জন। bbox=[25, 1155, 345, 1179]
paragraph: দলের ভেতর থেকেও কিছু সমালোচনা এসেছে, তবে বেশিরভাগ সংসদ সদস্য তার প্রতি সমর্থন জানিয়েছেন। bbox=[703, 631, 1023, 655]
play-arrow-icon bbox=[34, 32, 56, 56]
paragraph: প্রত্যক্ষদর্শীরা জানিয়েছেন, সকালে পরিচ্ছন্নতাকর্মীরা প্রথমে বিষয়টি লক্ষ্য করেন এবং সঙ্গে সঙ্গে কর্তৃপক্ষকে জানান। bbox=[364, 430, 684, 454]
paragraph: তিনি আরও বলেন, 'আমরা একটি গণতান্ত্রিক ও কল্যাণমূলক রাষ্ট্র গড়তে চাই, যেখানে প্রতিটি নাগরিক তার মৌলিক অধিকার পাবে।' bbox=[1042, 817, 1362, 841]
paragraph: ভক্তদের মধ্যে মিশ্র প্রতিক্রিয়া দেখা গেছে। অনেকে হতাশা প্রকাশ করলেও কেউ কেউ খেলোয়াড়ের সিদ্ধান্তকে সম্মান জানিয়েছেন। bbox=[364, 1099, 684, 1123]
paragraph: ক্লাবটির সঙ্গে পাঁচ বছরের চুক্তি স্বাক্ষর করেছেন এই তরুণ ফুটবলার। চুক্তির আর্থিক মূল্য প্রকাশ করা হয়নি, তবে ধারণা করা হচ্ছে এটি রেকর্ড পরিমাণ। bbox=[364, 1008, 684, 1032]
paragraph: পরবর্তী ম্যাচ আগামী শুক্রবার অনুষ্ঠিত হবে। সিরিজে এখন দুই দলই সমান অবস্থানে রয়েছে। bbox=[364, 1283, 684, 1307]
divider bbox=[25, 376, 345, 377]
paragraph: আন্তর্জাতিক পর্যবেক্ষকদের স্বাগত জানানোর কথাও উল্লেখ করেন তিনি। স্বচ্ছতা নিশ্চিত করতে এটি সহায়ক হবে বলে মনে করেন তিনি। bbox=[703, 906, 1023, 930]
divider bbox=[1042, 454, 1362, 455]
paragraph: তরুণ প্রজন্মের ভূমিকা এবারের নির্বাচনে অত্যন্ত গুরুত্বপূর্ণ হয়ে উঠেছে। মোট ভোটারের প্রায় এক-তৃতীয়াংশই তরুণ। bbox=[1042, 481, 1362, 505]
article-body bbox=[1042, 145, 1362, 414]
paragraph: ভোটের দিন তরুণদের উপস্থিতি উল্লেখযোগ্য হবে বলে আশা করছেন পর্যবেক্ষকরা। তাদের ভোটই অনেক আসনে নির্ধারক ভূমিকা রাখতে পারে। bbox=[1042, 694, 1362, 718]
paragraph: প্রবেশপথে স্ক্যানার বসানো হয়েছে এবং প্রত্যেক দর্শনার্থীকে তল্লাশির মধ্য দিয়ে যেতে হবে। ব্যাগ নিয়ে প্রবেশে নিষেধাজ্ঞা রয়েছে। bbox=[364, 856, 684, 881]
masthead bbox=[16, 10, 1371, 78]
paragraph: তরুণ ভোটারদের উদ্দেশে তিনি বলেন, 'আপনারাই দেশের ভবিষ্যৎ। সচেতনভাবে ভোট দিন এবং গণতান্ত্রিক প্রক্রিয়ায় সক্রিয়ভাবে অংশ নিন।' bbox=[703, 876, 1023, 900]
article-headline: জনমত বাক্সে নানা কথা ও দাবি bbox=[426, 92, 622, 111]
article-jump-note: শেষ পাতার পর bbox=[154, 695, 216, 707]
article-jump-note: শেষ পাতার পর bbox=[493, 379, 555, 391]
paragraph: বিশ্লেষকরা বলছেন, এই নির্বাচন দেশের গণতান্ত্রিক যাত্রায় একটি গুরুত্বপূর্ণ মাইলফলক হতে যাচ্ছে। সবার অংশগ্রহণে একটি সুষ্ঠু নির্বাচন হবে বলে আশা করা হচ্ছে। bbox=[1042, 388, 1362, 412]
article-jump-note: শেষ পাতার পর bbox=[493, 123, 555, 135]
article-headline: সম্পদের হিসাব দিলেন bbox=[452, 499, 596, 519]
article-body bbox=[364, 1192, 684, 1310]
paragraph: নতুন ক্লাবে যোগ দিয়ে খেলোয়াড়টি বলেছেন, 'এটি আমার ক্যারিয়ারের জন্য একটি গুরুত্বপূর্ণ সিদ্ধান্ত। আমি নতুন চ্যালেঞ্জের জন্য প্রস্তুত।' bbox=[364, 1069, 684, 1093]
paragraph: রাজনৈতিক বিশ্লেষকরা বলছেন, আগামী কয়েক মাস তার জন্য অত্যন্ত গুরুত্বপূর্ণ হবে। জনমত জরিপে তার জনপ্রিয়তা কমেছে বলে দেখা গেছে। bbox=[703, 661, 1023, 685]
article-jump-note: শেষ পাতার পর bbox=[493, 745, 555, 757]
article bbox=[1042, 89, 1362, 414]
paragraph: তার কোনো ব্যাংক ঋণ বা দায় নেই বলে হলফনামায় উল্লেখ করা হয়েছে। নিয়মিত আয়কর প্রদান করেন বলেও জানানো হয়েছে। bbox=[703, 1151, 1023, 1175]
paragraph: নির্বাচন কমিশনের প্রতি আস্থা রাখার কথাও বলেন তিনি। কমিশনকে স্বাধীনভাবে কাজ করার সুযোগ দিতে সব পক্ষের প্রতি আহ্বান জানান। bbox=[703, 845, 1023, 869]
article-body bbox=[703, 754, 1023, 963]
paragraph: আগামী ১৮ ফেব্রুয়ারি পর্যন্ত এই দৃশ্য দেখা যাবে বলে জানিয়েছেন বিশেষজ্ঞরা। এরপর গ্রহগুলো ধীরে ধীরে তাদের নিজস্ব কক্ষপথে সরে যাবে এবং এই বিরল সারিবদ্ধতা ভেঙে যাবে। bbox=[25, 611, 345, 648]
paragraph: দলের পক্ষ থেকে একটি ১০ দফা কর্মসূচি ঘোষণা করা হয়েছে, যার মধ্যে রয়েছে অর্থনৈতিক সংস্কার, শিক্ষা ব্যবস্থার উন্নয়ন, স্বাস্থ্যসেবা সম্প্রসারণ এবং কর্মসংস্থান সৃষ্টি। bbox=[25, 1002, 345, 1026]
divider bbox=[364, 704, 684, 705]
divider bbox=[364, 739, 684, 740]
divider bbox=[703, 968, 1023, 969]
divider bbox=[25, 1098, 345, 1099]
article bbox=[703, 302, 1023, 475]
article-jump-note: শেষ পাতার পর bbox=[493, 988, 555, 1000]
article-headline: ৫০তম বিসিএসের প্রিলির ফল bbox=[80, 1072, 290, 1093]
paragraph: পর্যবেক্ষক সংস্থাগুলো সবগুলো কেন্দ্রে পর্যবেক্ষক পাঠানোর পরিকল্পনা করছে, যাতে যেকোনো অনিয়ম তাৎক্ষণিকভাবে চিহ্নিত করা যায়। bbox=[703, 1424, 1023, 1448]
article-jump-note: ১ম পাতার পর bbox=[834, 734, 892, 746]
paragraph: তিনি বলেন, জনগণের রায়ের প্রতি সম্মান জানিয়ে শান্তিপূর্ণভাবে ক্ষমতা হস্তান্তরই গণতন্ত্রের মূল ভিত্তি। bbox=[1042, 786, 1362, 811]
paragraph: দলীয় সূত্রে জানা গেছে, কেন্দ্রীয় নেতৃত্ব এই তিন আসনে বিশেষ নজর দিচ্ছে। আগামী সপ্তাহে কেন্দ্রীয় নেতারা এলাকায় গিয়ে প্রচারণায় অংশ নেবেন। bbox=[25, 789, 345, 813]
article-jump-note: ১ম পাতার পর bbox=[1173, 461, 1231, 473]
paragraph: ম্যাচ শেষে তিনি বলেন, 'দলের জন্য অবদান রাখতে পেরে আমি আনন্দিত। আমাদের লক্ষ্য এখন সিরিজ জয় করা।' bbox=[364, 1223, 684, 1247]
divider bbox=[1042, 725, 1362, 726]
divider bbox=[364, 1131, 684, 1132]
paragraph: স্থাবর সম্পদের মধ্যে রয়েছে ঢাকায় একটি ফ্ল্যাট এবং পৈতৃক সূত্রে পাওয়া কিছু জমি। গাড়ি রয়েছে একটি। bbox=[703, 1090, 1023, 1114]
paragraph: তাদের মধ্যে ছিলেন অক্সফোর্ডের নামকরা শিক্ষার্থী, শিক্ষক, গবেষক এবং আন্তর্জাতিক পর্যায়ের বিভিন্ন প্রতিষ্ঠানের প্রতিনিধিরা। অনুষ্ঠানে মালালা ইউসুফজাই, যিনি নারী শিক্ষা আন্দোলনের অন্যতম মুখ, তার বক্তব্যে শিক্ষার গুরুত্ব এবং নারীদের ক্ষমতায়নের কথা তুলে ধরেন। bbox=[25, 143, 345, 194]
article bbox=[1042, 730, 1362, 1025]
divider bbox=[703, 117, 1023, 118]
divider bbox=[703, 513, 1023, 514]
article-jump-note: শেষ পাতার পর bbox=[154, 890, 216, 902]
paragraph: আন্তর্জাতিক পর্যবেক্ষক দলগুলো ইতোমধ্যে বাংলাদেশে এসে পৌঁছেছে। তারা নির্বাচনের পুরো প্রক্রিয়া পর্যবেক্ষণ করবে। bbox=[1042, 297, 1362, 321]
paragraph: বক্তব্য রাখেন। সংবাদ সম্মেলনে তিনি বলেন, দেশের গণতান্ত্রিক প্রক্রিয়া রক্ষায় সকল রাজনৈতিক দলকে একসঙ্গে কাজ করতে হবে। bbox=[25, 910, 345, 935]
article bbox=[364, 709, 684, 943]
